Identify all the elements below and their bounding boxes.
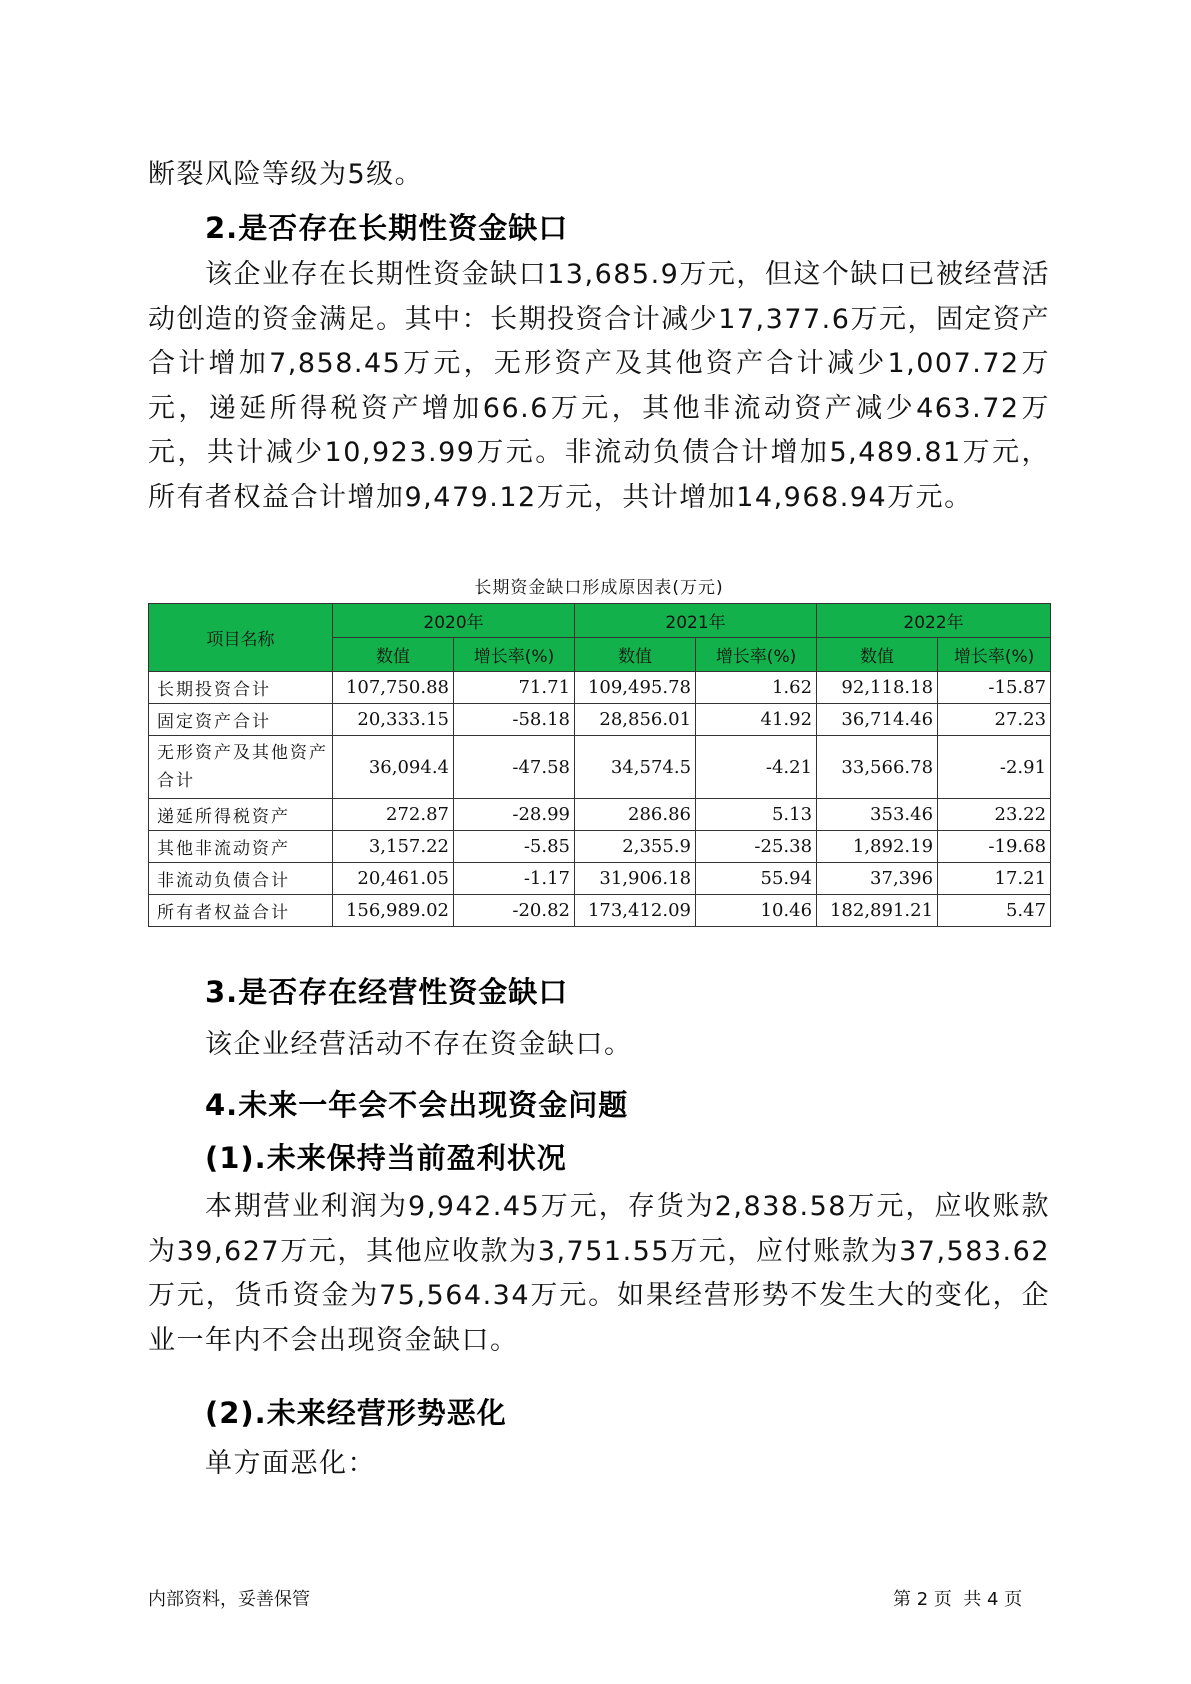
cell: -25.38 <box>696 831 817 863</box>
row-name: 无形资产及其他资产合计 <box>149 736 333 799</box>
heading-keep-profit: (1).未来保持当前盈利状况 <box>205 1141 567 1175</box>
cell: -5.85 <box>454 831 575 863</box>
header-value: 数值 <box>817 638 938 672</box>
table-row <box>149 831 1051 863</box>
cell: 28,856.01 <box>575 704 696 736</box>
header-year-2021: 2021年 <box>575 604 817 638</box>
cell: -4.21 <box>696 736 817 799</box>
header-year-2022: 2022年 <box>817 604 1051 638</box>
cell: 272.87 <box>333 799 454 831</box>
cell: 173,412.09 <box>575 895 696 927</box>
cell: 2,355.9 <box>575 831 696 863</box>
table-row <box>149 736 1051 799</box>
header-item-name: 项目名称 <box>149 604 333 672</box>
cell: 5.13 <box>696 799 817 831</box>
long-term-gap-table <box>148 603 1051 927</box>
paragraph-long-term-gap: 该企业存在长期性资金缺口13,685.9万元，但这个缺口已被经营活动创造的资金满足。其中：长期投资合计减少17,377.6万元，固定资产合计增加7,858.45万元，无形资产及其他资产合计减少1,007.72万元，递延所得税资产增加66.6万元，其他非流动资产减少463.72万元，共计减少10,923.99万元。非流动负债合计增加5,489.81万元，所有者权益合计增加9,479.12万元，共计增加14,968.94万元。 <box>148 259 1050 513</box>
heading-worsening: (2).未来经营形势恶化 <box>205 1396 507 1430</box>
cell: 353.46 <box>817 799 938 831</box>
paragraph-keep-profit: 本期营业利润为9,942.45万元，存货为2,838.58万元，应收账款为39,627万元，其他应收款为3,751.55万元，应付账款为37,583.62万元，货币资金为75,564.34万元。如果经营形势不发生大的变化，企业一年内不会出现资金缺口。 <box>148 1191 1050 1356</box>
cell: 109,495.78 <box>575 672 696 704</box>
cell: 1,892.19 <box>817 831 938 863</box>
footer-confidential: 内部资料，妥善保管 <box>148 1589 310 1610</box>
footer-page-number: 第 2 页 共 4 页 <box>893 1589 1023 1610</box>
header-value: 数值 <box>333 638 454 672</box>
cell: 34,574.5 <box>575 736 696 799</box>
cell: -20.82 <box>454 895 575 927</box>
cell: -47.58 <box>454 736 575 799</box>
cell: 41.92 <box>696 704 817 736</box>
header-growth: 增长率(%) <box>454 638 575 672</box>
cell: 286.86 <box>575 799 696 831</box>
header-year-2020: 2020年 <box>333 604 575 638</box>
table-row <box>149 799 1051 831</box>
cell: -28.99 <box>454 799 575 831</box>
cell: 31,906.18 <box>575 863 696 895</box>
cell: 107,750.88 <box>333 672 454 704</box>
cell: 71.71 <box>454 672 575 704</box>
cell: -2.91 <box>938 736 1051 799</box>
cell: 27.23 <box>938 704 1051 736</box>
cell: 20,333.15 <box>333 704 454 736</box>
cell: 92,118.18 <box>817 672 938 704</box>
row-name: 其他非流动资产 <box>149 831 333 863</box>
cell: -1.17 <box>454 863 575 895</box>
cell: 23.22 <box>938 799 1051 831</box>
table-row <box>149 863 1051 895</box>
cell: 10.46 <box>696 895 817 927</box>
intro-line: 断裂风险等级为5级。 <box>148 159 424 190</box>
header-growth: 增长率(%) <box>696 638 817 672</box>
cell: 5.47 <box>938 895 1051 927</box>
cell: -58.18 <box>454 704 575 736</box>
row-name: 固定资产合计 <box>149 704 333 736</box>
cell: -19.68 <box>938 831 1051 863</box>
row-name: 非流动负债合计 <box>149 863 333 895</box>
cell: 36,714.46 <box>817 704 938 736</box>
cell: 3,157.22 <box>333 831 454 863</box>
cell: 17.21 <box>938 863 1051 895</box>
header-growth: 增长率(%) <box>938 638 1051 672</box>
cell: 156,989.02 <box>333 895 454 927</box>
row-name: 长期投资合计 <box>149 672 333 704</box>
table-row <box>149 704 1051 736</box>
cell: 182,891.21 <box>817 895 938 927</box>
paragraph-worsening: 单方面恶化： <box>205 1448 376 1479</box>
heading-long-term-gap: 2.是否存在长期性资金缺口 <box>205 211 569 245</box>
table-row <box>149 672 1051 704</box>
paragraph-operating-gap: 该企业经营活动不存在资金缺口。 <box>205 1029 633 1060</box>
cell: 55.94 <box>696 863 817 895</box>
table-caption: 长期资金缺口形成原因表(万元) <box>474 578 724 598</box>
header-value: 数值 <box>575 638 696 672</box>
cell: -15.87 <box>938 672 1051 704</box>
cell: 36,094.4 <box>333 736 454 799</box>
row-name: 递延所得税资产 <box>149 799 333 831</box>
cell: 33,566.78 <box>817 736 938 799</box>
heading-next-year: 4.未来一年会不会出现资金问题 <box>205 1088 629 1122</box>
cell: 20,461.05 <box>333 863 454 895</box>
cell: 1.62 <box>696 672 817 704</box>
row-name: 所有者权益合计 <box>149 895 333 927</box>
heading-operating-gap: 3.是否存在经营性资金缺口 <box>205 975 569 1009</box>
table-row <box>149 895 1051 927</box>
cell: 37,396 <box>817 863 938 895</box>
